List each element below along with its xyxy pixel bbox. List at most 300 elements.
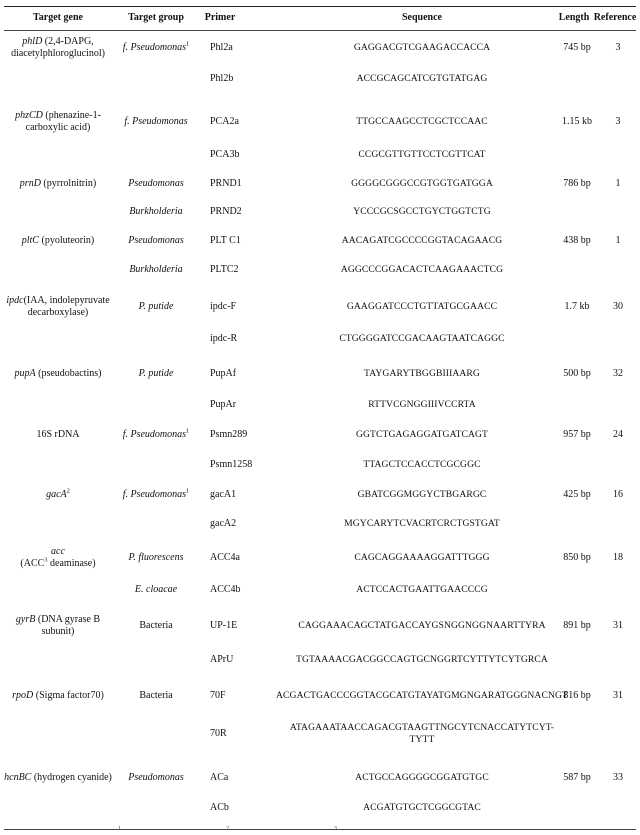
target-group-cell	[112, 64, 200, 94]
table-row	[4, 64, 636, 94]
target-group-name: f. Pseudomonas	[122, 429, 187, 440]
target-group-name: Burkholderia	[129, 206, 183, 217]
reference-cell	[600, 647, 636, 673]
table-row	[4, 796, 636, 820]
target-group-cell	[112, 326, 200, 352]
gene-description: deaminase)	[47, 558, 96, 569]
sequence-text: ATAGAAATAACCAGACGTAAGTTNGCYTCNACCATYTCYT-TYTT	[289, 722, 555, 745]
target-group-name: f. Pseudomonas	[122, 489, 187, 500]
top-rule	[4, 6, 636, 7]
target-group-cell	[112, 796, 200, 820]
table-row	[4, 257, 636, 283]
primer-name: 70F	[210, 690, 226, 701]
target-gene-cell	[4, 760, 112, 796]
target-group-cell	[112, 418, 200, 452]
target-gene-text	[36, 429, 79, 441]
gene-description: (pyoluteorin)	[38, 235, 95, 246]
sequence-cell	[290, 511, 554, 537]
target-gene-cell	[4, 606, 112, 646]
primer-name: ACa	[210, 772, 229, 783]
table-row	[4, 479, 636, 511]
table-row	[4, 357, 636, 391]
target-group-text	[139, 368, 174, 380]
table-row	[4, 418, 636, 452]
length-value: 891 bp	[563, 620, 591, 631]
header-target-group: Target group	[128, 12, 184, 23]
primer-cell	[200, 227, 290, 255]
target-gene-cell	[4, 479, 112, 511]
primer-name: ipdc-F	[210, 301, 237, 312]
gene-name: gyrB	[15, 614, 36, 625]
target-gene-cell	[4, 227, 112, 255]
target-gene-cell	[4, 102, 112, 142]
sequence-text: ACTCCACTGAATTGAACCCG	[356, 584, 488, 595]
length-value: 850 bp	[563, 552, 591, 563]
primer-name: gacA2	[210, 518, 237, 529]
sequence-text: ACCGCAGCATCGTGTATGAG	[356, 73, 488, 84]
sequence-text: GAAGGATCCCTGTTATGCGAACC	[346, 301, 498, 312]
group-footnote-mark: 1	[186, 487, 190, 495]
sequence-text: GGGGCGGGCCGTGGTGATGGA	[351, 178, 493, 189]
target-gene-text	[22, 235, 95, 247]
reference-cell	[600, 716, 636, 752]
primer-name: PCA3b	[210, 149, 240, 160]
target-gene-text	[15, 368, 102, 380]
reference-value: 18	[613, 552, 623, 563]
target-gene-cell	[4, 289, 112, 325]
target-gene-cell	[4, 326, 112, 352]
gene-description: (pseudobactins)	[35, 368, 102, 379]
target-group-text	[124, 116, 187, 128]
primer-name: Psmn289	[210, 429, 248, 440]
table-row	[4, 326, 636, 352]
sequence-text: ACTGCCAGGGGCGGATGTGC	[355, 772, 489, 783]
target-group-cell	[112, 392, 200, 418]
primer-cell	[200, 418, 290, 452]
target-group-text	[123, 429, 190, 441]
reference-cell	[600, 541, 636, 575]
table-row	[4, 716, 636, 752]
gene-name: phzCD	[15, 110, 43, 121]
header-target-gene: Target gene	[33, 12, 83, 23]
reference-cell	[600, 418, 636, 452]
sequence-cell	[290, 102, 554, 142]
primer-cell	[200, 326, 290, 352]
length-cell	[554, 357, 600, 391]
length-cell	[554, 541, 600, 575]
sequence-cell	[290, 200, 554, 224]
target-group-cell	[112, 170, 200, 198]
target-gene-text	[4, 110, 112, 134]
length-cell	[554, 647, 600, 673]
header-length: Length	[558, 12, 590, 23]
reference-value: 24	[613, 429, 623, 440]
primer-cell	[200, 452, 290, 478]
target-group-text	[139, 301, 174, 313]
sequence-cell	[290, 357, 554, 391]
primer-name: APrU	[210, 654, 234, 665]
target-gene-text	[4, 295, 112, 319]
table-row	[4, 606, 636, 646]
reference-cell	[600, 64, 636, 94]
length-cell	[554, 102, 600, 142]
target-group-cell	[112, 200, 200, 224]
sequence-text: AGGCCCGGACACTCAAGAAACTCG	[340, 264, 504, 275]
sequence-cell	[290, 577, 554, 603]
primer-cell	[200, 143, 290, 167]
target-gene-cell	[4, 452, 112, 478]
target-gene-cell	[4, 170, 112, 198]
target-gene-cell	[4, 392, 112, 418]
reference-value: 3	[615, 42, 621, 53]
target-group-text	[139, 690, 172, 702]
reference-value: 31	[613, 620, 623, 631]
target-group-name: Bacteria	[139, 620, 173, 631]
sequence-cell	[290, 479, 554, 511]
primer-name: ACb	[210, 802, 229, 813]
target-gene-text	[12, 690, 104, 702]
sequence-cell	[290, 760, 554, 796]
table-row	[4, 227, 636, 255]
target-group-cell	[112, 257, 200, 283]
table-row	[4, 647, 636, 673]
gene-description: 16S rDNA	[36, 429, 80, 440]
primer-cell	[200, 716, 290, 752]
target-gene-cell	[4, 796, 112, 820]
target-gene-text	[20, 546, 95, 570]
length-cell	[554, 326, 600, 352]
target-gene-cell	[4, 64, 112, 94]
length-cell	[554, 479, 600, 511]
target-gene-cell	[4, 511, 112, 537]
primer-name: Psmn1258	[210, 459, 253, 470]
table-row	[4, 33, 636, 63]
target-gene-text	[4, 36, 112, 60]
target-group-cell	[112, 511, 200, 537]
reference-value: 1	[615, 178, 621, 189]
length-value: 957 bp	[563, 429, 591, 440]
reference-value: 31	[613, 690, 623, 701]
sequence-cell	[290, 796, 554, 820]
sequence-cell	[290, 541, 554, 575]
length-value: 745 bp	[563, 42, 591, 53]
target-gene-text	[20, 178, 96, 190]
sequence-text: CAGCAGGAAAAGGATTTGGG	[354, 552, 490, 563]
reference-value: 16	[613, 489, 623, 500]
reference-cell	[600, 479, 636, 511]
target-group-cell	[112, 677, 200, 715]
table-row	[4, 170, 636, 198]
target-group-cell	[112, 760, 200, 796]
sequence-cell	[290, 452, 554, 478]
target-gene-cell	[4, 647, 112, 673]
reference-cell	[600, 796, 636, 820]
target-group-text	[129, 264, 182, 276]
target-group-cell	[112, 357, 200, 391]
length-cell	[554, 452, 600, 478]
sequence-cell	[290, 606, 554, 646]
target-gene-text	[4, 614, 112, 638]
target-group-text	[128, 178, 184, 190]
primer-cell	[200, 760, 290, 796]
primer-name: gacA1	[210, 489, 237, 500]
group-footnote-mark: 1	[186, 427, 190, 435]
sequence-cell	[290, 33, 554, 63]
reference-cell	[600, 33, 636, 63]
gene-description: (DNA gyrase B subunit)	[35, 614, 101, 637]
length-value: 438 bp	[563, 235, 591, 246]
gene-description: (hydrogen cyanide)	[31, 772, 112, 783]
reference-cell	[600, 452, 636, 478]
reference-cell	[600, 289, 636, 325]
reference-cell	[600, 326, 636, 352]
target-gene-cell	[4, 200, 112, 224]
primer-cell	[200, 796, 290, 820]
target-group-text	[129, 206, 182, 218]
header-sequence: Sequence	[402, 12, 442, 23]
target-gene-cell	[4, 577, 112, 603]
reference-cell	[600, 677, 636, 715]
gene-name: pupA	[14, 368, 36, 379]
sequence-cell	[290, 227, 554, 255]
primer-cell	[200, 257, 290, 283]
gene-footnote-mark: 2	[66, 487, 70, 495]
table-row	[4, 511, 636, 537]
sequence-cell	[276, 677, 568, 715]
primer-name: ACC4b	[210, 584, 241, 595]
target-group-cell	[112, 289, 200, 325]
target-group-name: Pseudomonas	[128, 178, 184, 189]
gene-name: acc	[51, 546, 65, 557]
sequence-cell	[290, 64, 554, 94]
gene-footnote-mark: 3	[44, 556, 48, 564]
reference-cell	[600, 606, 636, 646]
target-group-text	[139, 620, 172, 632]
target-group-name: f. Pseudomonas	[124, 116, 188, 127]
group-footnote-mark: 1	[186, 40, 190, 48]
sequence-text: CCGCGTTGTTCCTCGTTCAT	[358, 149, 486, 160]
primer-cell	[200, 357, 290, 391]
gene-description: (pyrrolnitrin)	[40, 178, 97, 189]
sequence-cell	[290, 418, 554, 452]
target-group-cell	[112, 541, 200, 575]
sequence-text: MGYCARYTCVACRTCRCTGSTGAT	[344, 518, 500, 529]
length-cell	[554, 64, 600, 94]
gene-description: (2,4-DAPG, diacetylphloroglucinol)	[11, 36, 105, 59]
length-cell	[554, 170, 600, 198]
primer-name: PupAf	[210, 368, 237, 379]
target-group-name: P. putide	[138, 301, 174, 312]
primer-name: PLTC2	[210, 264, 239, 275]
primer-cell	[200, 606, 290, 646]
target-group-name: P. putide	[138, 368, 174, 379]
gene-description: (ACC	[20, 558, 45, 569]
table-row	[4, 200, 636, 224]
reference-cell	[600, 760, 636, 796]
length-value: 500 bp	[563, 368, 591, 379]
gene-name: pltC	[21, 235, 39, 246]
target-gene-cell	[4, 33, 112, 63]
target-group-text	[129, 552, 184, 564]
table-row	[4, 143, 636, 167]
length-cell	[554, 796, 600, 820]
reference-value: 33	[613, 772, 623, 783]
footnote-mark-1: 1	[118, 826, 121, 832]
table-row	[4, 452, 636, 478]
primer-name: UP-1E	[210, 620, 238, 631]
sequence-cell	[290, 392, 554, 418]
target-gene-cell	[4, 677, 112, 715]
reference-cell	[600, 511, 636, 537]
target-gene-cell	[4, 143, 112, 167]
gene-description: (Sigma factor70)	[33, 690, 104, 701]
length-cell	[554, 418, 600, 452]
sequence-text: GAGGACGTCGAAGACCACCA	[353, 42, 491, 53]
primer-name: Phl2a	[210, 42, 233, 53]
length-cell	[554, 33, 600, 63]
target-group-name: Pseudomonas	[128, 772, 184, 783]
reference-value: 30	[613, 301, 623, 312]
sequence-text: TTGCCAAGCCTCGCTCCAAC	[356, 116, 488, 127]
length-cell	[554, 289, 600, 325]
length-cell	[554, 716, 600, 752]
length-cell	[554, 511, 600, 537]
length-cell	[554, 200, 600, 224]
target-group-cell	[112, 227, 200, 255]
reference-value: 3	[615, 116, 621, 127]
reference-cell	[600, 200, 636, 224]
table-row	[4, 760, 636, 796]
target-group-text	[128, 235, 184, 247]
target-group-cell	[112, 606, 200, 646]
sequence-cell	[290, 170, 554, 198]
primer-name: ipdc-R	[210, 333, 238, 344]
gene-name: phlD	[22, 36, 43, 47]
length-cell	[554, 143, 600, 167]
length-cell	[554, 257, 600, 283]
sequence-text: ACGACTGACCCGGTACGCATGTAYATGMGNGARATGGGNACNGT	[276, 690, 568, 701]
primer-cell	[200, 64, 290, 94]
table-row	[4, 541, 636, 575]
gene-name: hcnBC	[4, 772, 32, 783]
length-cell	[554, 392, 600, 418]
target-gene-cell	[4, 418, 112, 452]
target-group-name: Burkholderia	[129, 264, 183, 275]
sequence-text: GGTCTGAGAGGATGATCAGT	[355, 429, 489, 440]
primer-cell	[200, 200, 290, 224]
primer-name: 70R	[210, 728, 227, 739]
primer-cell	[200, 102, 290, 142]
length-value: 1.15 kb	[562, 116, 592, 127]
sequence-text: ACGATGTGCTCGGCGTAC	[363, 802, 481, 813]
primer-name: Phl2b	[210, 73, 234, 84]
primer-name: ACC4a	[210, 552, 240, 563]
header-primer: Primer	[204, 12, 236, 23]
target-group-cell	[112, 479, 200, 511]
length-value: 425 bp	[563, 489, 591, 500]
primer-name: PLT C1	[210, 235, 241, 246]
target-gene-text	[4, 772, 112, 784]
target-gene-text	[46, 489, 70, 501]
target-group-name: P. fluorescens	[128, 552, 184, 563]
reference-value: 32	[613, 368, 623, 379]
header-reference: Reference	[593, 12, 637, 23]
target-group-name: Pseudomonas	[128, 235, 184, 246]
sequence-cell	[290, 326, 554, 352]
target-group-cell	[112, 716, 200, 752]
length-cell	[554, 577, 600, 603]
target-gene-cell	[4, 257, 112, 283]
sequence-text: AACAGATCGCCCCGGTACAGAACG	[341, 235, 503, 246]
target-group-text	[135, 584, 177, 596]
target-group-text	[128, 772, 184, 784]
gene-name: ipdc	[6, 295, 24, 306]
reference-cell	[600, 392, 636, 418]
target-group-name: E. cloacae	[134, 584, 178, 595]
reference-cell	[600, 577, 636, 603]
primer-cell	[200, 170, 290, 198]
sequence-text: CAGGAAACAGCTATGACCAYGSNGGNGGNAARTTYRA	[298, 620, 546, 631]
table-row	[4, 577, 636, 603]
target-group-cell	[112, 143, 200, 167]
sequence-text: RTTVCGNGGIIIVCCRTA	[368, 399, 476, 410]
length-value: 587 bp	[563, 772, 591, 783]
primer-name: PRND1	[210, 178, 242, 189]
table-row	[4, 102, 636, 142]
gene-name: prnD	[19, 178, 41, 189]
sequence-text: CTGGGGATCCGACAAGTAATCAGGC	[339, 333, 505, 344]
table-row	[4, 392, 636, 418]
primer-cell	[200, 479, 290, 511]
reference-cell	[600, 102, 636, 142]
primer-cell	[200, 577, 290, 603]
target-gene-cell	[4, 541, 112, 575]
sequence-text: TTAGCTCCACCTCGCGGC	[363, 459, 481, 470]
reference-cell	[600, 170, 636, 198]
reference-cell	[600, 357, 636, 391]
target-group-cell	[112, 577, 200, 603]
sequence-text: GBATCGGMGGYCTBGARGC	[357, 489, 487, 500]
bottom-rule	[4, 829, 636, 830]
primer-cell	[200, 33, 290, 63]
target-group-cell	[112, 452, 200, 478]
length-value: 1.7 kb	[564, 301, 590, 312]
sequence-cell	[290, 289, 554, 325]
target-group-text	[123, 489, 190, 501]
length-value: 786 bp	[563, 178, 591, 189]
length-value: 816 bp	[563, 690, 591, 701]
length-cell	[554, 606, 600, 646]
length-cell	[554, 227, 600, 255]
header-rule	[4, 30, 636, 31]
target-group-name: f. Pseudomonas	[122, 42, 187, 53]
primer-cell	[200, 647, 290, 673]
footnote-mark-3: 3	[334, 826, 337, 832]
table-row	[4, 677, 636, 715]
primer-name: PupAr	[210, 399, 237, 410]
primer-cell	[200, 289, 290, 325]
primer-cell	[200, 541, 290, 575]
sequence-text: TGTAAAACGACGGCCAGTGCNGGRTCYTTYTCYTGRCA	[296, 654, 548, 665]
target-group-name: Bacteria	[139, 690, 173, 701]
sequence-cell	[290, 647, 554, 673]
gene-description: (phenazine-1-carboxylic acid)	[25, 110, 101, 133]
reference-value: 1	[615, 235, 621, 246]
primer-cell	[200, 511, 290, 537]
sequence-text: TAYGARYTBGGBIIIAARG	[364, 368, 480, 379]
length-cell	[554, 760, 600, 796]
primer-name: PCA2a	[210, 116, 239, 127]
